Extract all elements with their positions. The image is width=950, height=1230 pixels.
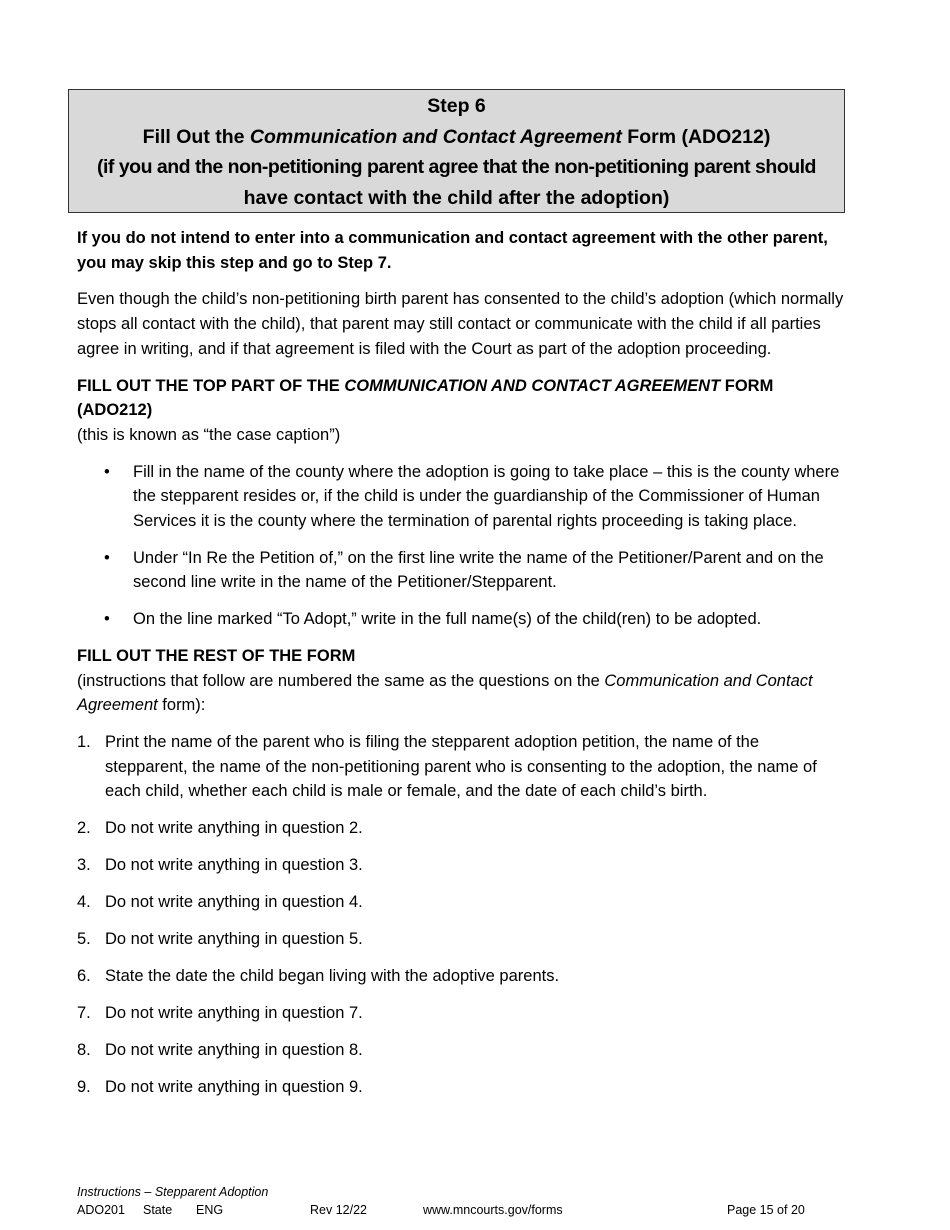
list-item: [77, 1001, 845, 1026]
item-number: 2.: [77, 819, 91, 838]
list-item: [77, 460, 845, 534]
item-number: 7.: [77, 1004, 91, 1023]
footer-title: Instructions – Stepparent Adoption: [77, 1185, 269, 1199]
footer-language: ENG: [196, 1203, 224, 1217]
item-number: 1.: [77, 732, 91, 751]
section-1-heading: [77, 374, 845, 423]
footer-form-code: ADO201: [77, 1203, 125, 1217]
list-item: [77, 546, 845, 595]
list-item: [77, 927, 845, 952]
item-text: Do not write anything in question 9.: [105, 1078, 363, 1097]
list-item: [77, 607, 845, 632]
main-content: [77, 226, 845, 1112]
list-item: [77, 730, 845, 804]
item-text: State the date the child began living with the adoptive parents.: [105, 967, 560, 986]
item-text: Do not write anything in question 5.: [105, 930, 363, 949]
item-number: 4.: [77, 893, 91, 912]
step-number: Step 6: [427, 95, 486, 117]
footer-revision: Rev 12/22: [310, 1203, 367, 1217]
step-condition-line-2: have contact with the child after the adoption): [243, 186, 670, 209]
step-title-post: Form (ADO212): [621, 125, 771, 148]
list-item-text: Under “In Re the Petition of,” on the first line write the name of the Petitioner/Parent and on the second line write in the name of the Petitioner/Stepparent.: [133, 548, 824, 592]
section-2-subtext-post: form):: [157, 696, 206, 715]
section-2-subtext: [77, 669, 845, 718]
question-instructions-list: [77, 730, 845, 1100]
list-item: [77, 816, 845, 841]
item-text: Print the name of the parent who is filing the stepparent adoption petition, the name of the stepparent, the name of the non-petitioning parent who is consenting to the adoption, the name of each child, whether each child is male or female, and the date of each child’s birth.: [105, 732, 817, 801]
footer-jurisdiction: State: [143, 1203, 173, 1217]
list-item-text: On the line marked “To Adopt,” write in the full name(s) of the child(ren) to be adopted.: [133, 610, 762, 629]
section-1-subtext: (this is known as “the case caption”): [77, 425, 341, 444]
intro-bold-paragraph: If you do not intend to enter into a communication and contact agreement with the other parent, you may skip this step and go to Step 7.: [77, 229, 828, 272]
item-text: Do not write anything in question 8.: [105, 1041, 363, 1060]
list-item: [77, 853, 845, 878]
section-1-heading-pre: FILL OUT THE TOP PART OF THE: [77, 376, 345, 395]
item-number: 3.: [77, 856, 91, 875]
step-title-form-name: Communication and Contact Agreement: [249, 125, 622, 148]
list-item: [77, 1038, 845, 1063]
bullet-icon: •: [104, 610, 110, 629]
caption-instructions-list: [77, 460, 845, 632]
section-2-subtext-pre: (instructions that follow are numbered the same as the questions on the: [77, 671, 605, 690]
page-footer: [77, 1183, 845, 1219]
section-1-heading-post: FORM (ADO212): [77, 376, 774, 420]
step-header-box: [68, 89, 845, 213]
step-title-pre: Fill Out the: [142, 125, 250, 148]
list-item-text: Fill in the name of the county where the adoption is going to take place – this is the county where the stepparent resides or, if the child is under the guardianship of the Commissioner of Human Services it is the county where the termination of parental rights proceeding is taking place.: [133, 462, 840, 531]
item-number: 5.: [77, 930, 91, 949]
item-text: Do not write anything in question 7.: [105, 1004, 363, 1023]
intro-paragraph: Even though the child’s non-petitioning birth parent has consented to the child’s adoption (which normally stops all contact with the child), that parent may still contact or communicate with the child if all parties agree in writing, and if that agreement is filed with the Court as part of the adoption proceeding.: [77, 290, 844, 358]
section-2-heading: FILL OUT THE REST OF THE FORM: [77, 646, 356, 665]
footer-info-row: [77, 1201, 845, 1219]
footer-website[interactable]: www.mncourts.gov/forms: [423, 1203, 563, 1217]
step-condition-line-1: (if you and the non-petitioning parent agree that the non-petitioning parent should: [97, 156, 816, 178]
section-1-heading-form-name: COMMUNICATION AND CONTACT AGREEMENT: [344, 376, 721, 395]
list-item: [77, 964, 845, 989]
item-number: 9.: [77, 1078, 91, 1097]
footer-page-number: Page 15 of 20: [727, 1203, 805, 1217]
item-text: Do not write anything in question 3.: [105, 856, 363, 875]
item-number: 8.: [77, 1041, 91, 1060]
item-number: 6.: [77, 967, 91, 986]
list-item: [77, 890, 845, 915]
item-text: Do not write anything in question 4.: [105, 893, 363, 912]
step-title: [69, 122, 844, 153]
section-2-subtext-form-name: Communication and Contact Agreement: [77, 671, 813, 715]
bullet-icon: •: [104, 462, 110, 481]
list-item: [77, 1075, 845, 1100]
bullet-icon: •: [104, 548, 110, 567]
item-text: Do not write anything in question 2.: [105, 819, 363, 838]
